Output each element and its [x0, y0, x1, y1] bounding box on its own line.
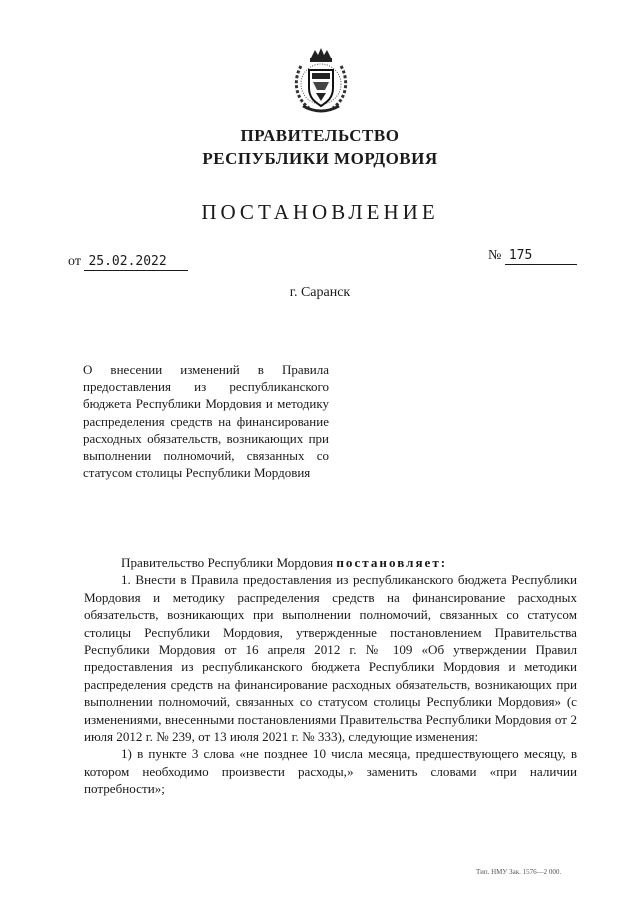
city-line: г. Саранск: [289, 285, 351, 300]
body-intro: [84, 554, 577, 571]
coat-of-arms-emblem: [289, 46, 353, 114]
print-footer: Тип. НМУ Зак. 1576—2 000.: [476, 868, 562, 876]
intro-text: Правительство Республики Мордовия: [121, 555, 337, 570]
document-subject: О внесении изменений в Правила предоставления из республиканского бюджета Республики Мордовия и методику распределения средств на финансирование расходных обязательств, возникающих при выполнении полномочий, связанных со статусом столицы Республики Мордовия: [83, 362, 329, 481]
date-field: [68, 254, 188, 271]
date-value: 25.02.2022: [84, 254, 188, 271]
number-value: 175: [505, 248, 577, 265]
body-paragraph-1: 1. Внести в Правила предоставления из республиканского бюджета Республики Мордовия и методику распределения средств на финансирование расходных обязательств, возникающих при выполнении полномочий, связанных со статусом столицы Республики Мордовия, утвержденные постановлением Правительства Республики Мордовия от 16 апреля 2012 г. № 109 «Об утверждении Правил предоставления из республиканского бюджета Республики Мордовия и методики распределения средств на финансирование расходных обязательств, возникающих при выполнении полномочий, связанных со статусом столицы Республики Мордовия» (с изменениями, внесенными постановлениями Правительства Республики Мордовия от 2 июля 2012 г. № 239, от 13 июля 2021 г. № 333), следующие изменения:: [84, 572, 577, 745]
document-body: [84, 554, 577, 798]
org-title-line1: ПРАВИТЕЛЬСТВО: [240, 126, 400, 145]
body-paragraph-2: 1) в пункте 3 слова «не позднее 10 числа месяца, предшествующего месяцу, в котором необходимо произвести расходы,» заменить словами «при наличии потребности»;: [84, 746, 577, 797]
number-field: [488, 248, 577, 265]
date-prefix: от: [68, 254, 81, 269]
decree-word: постановляет:: [336, 555, 448, 570]
org-title-line2: РЕСПУБЛИКИ МОРДОВИЯ: [202, 149, 438, 168]
number-prefix: №: [488, 248, 502, 263]
document-type-title: ПОСТАНОВЛЕНИЕ: [201, 200, 439, 224]
